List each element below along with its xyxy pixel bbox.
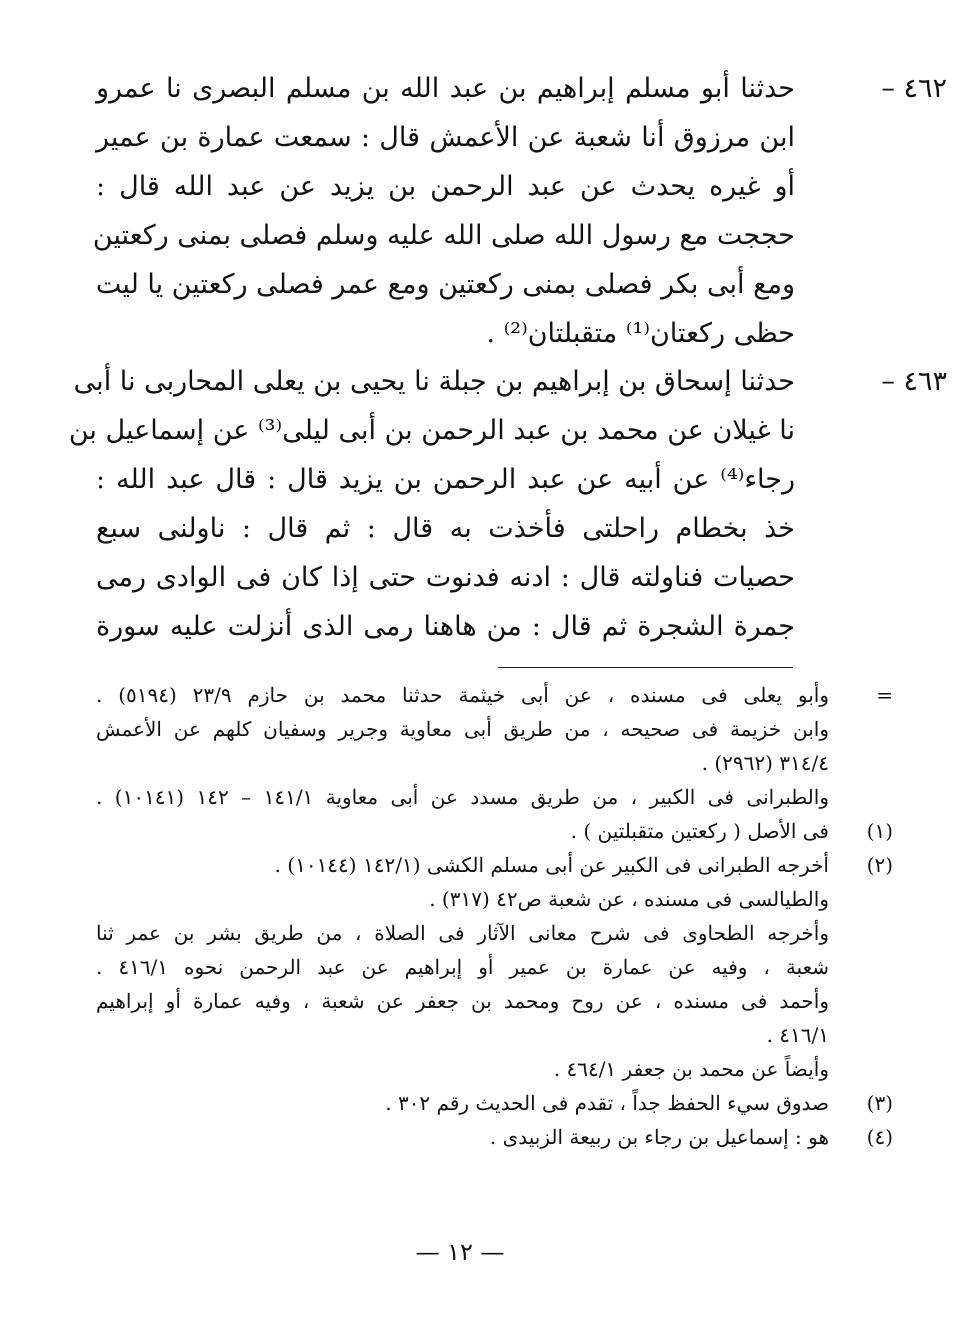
hadith-text-line: حججت مع رسول الله صلى الله عليه وسلم فصلى بمنى ركعتين — [92, 220, 795, 251]
hadith-text-line: رجاء⁽⁴⁾ عن أبيه عن عبد الرحمن بن يزيد قال : قال عبد الله : — [96, 464, 795, 495]
footnote-continuation — [96, 678, 893, 814]
footnote-line: والطيالسى فى مسنده ، عن شعبة ص٤٢ (٣١٧) . — [429, 887, 829, 911]
footnote-line: وأحمد فى مسنده ، عن روح ومحمد بن جعفر عن شعبة ، وفيه عمارة أو إبراهيم — [96, 989, 829, 1013]
footnote-separator — [498, 667, 793, 668]
hadith-text-line: ابن مرزوق أنا شعبة عن الأعمش قال : سمعت عمارة بن عمير — [96, 122, 795, 153]
hadith-number: ٤٦٣ – — [881, 366, 947, 397]
footnote-line: هو : إسماعيل بن رجاء بن ربيعة الزبيدى . — [489, 1125, 829, 1149]
footnote-2 — [96, 848, 893, 1086]
footnote-3 — [96, 1086, 893, 1120]
footnote-line: وأيضاً عن محمد بن جعفر ٤٦٤/١ . — [553, 1057, 829, 1081]
hadith-text-line: خذ بخطام راحلتى فأخذت به قال : ثم قال : ناولنى سبع — [96, 513, 795, 544]
footnote-marker: (١) — [866, 819, 893, 843]
footnote-line: ٤١٦/١ . — [766, 1023, 829, 1047]
hadith-text-line: حظى ركعتان⁽¹⁾ متقبلتان⁽²⁾ . — [486, 318, 795, 349]
footnote-line: وأخرجه الطحاوى فى شرح معانى الآثار فى الصلاة ، من طريق بشر بن عمر ثنا — [96, 921, 829, 945]
footnote-marker: (٢) — [866, 853, 893, 877]
footnote-4 — [96, 1120, 893, 1154]
footnote-marker: (٣) — [866, 1091, 893, 1115]
footnote-marker: (٤) — [866, 1125, 893, 1149]
footnote-1 — [96, 814, 893, 848]
footnote-line: ٣١٤/٤ (٢٩٦٢) . — [701, 751, 829, 775]
footnote-line: وأبو يعلى فى مسنده ، عن أبى خيثمة حدثنا محمد بن حازم ٢٣/٩ (٥١٩٤) . — [96, 683, 829, 707]
hadith-text-line: حدثنا أبو مسلم إبراهيم بن عبد الله بن مسلم البصرى نا عمرو — [96, 73, 795, 104]
hadith-text-line: حدثنا إسحاق بن إبراهيم بن جبلة نا يحيى بن يعلى المحاربى نا أبى — [73, 366, 795, 397]
hadith-text-line: جمرة الشجرة ثم قال : من هاهنا رمى الذى أنزلت عليه سورة — [96, 611, 795, 642]
footnotes — [96, 678, 893, 1154]
hadith-text-line: ومع أبى بكر فصلى بمنى ركعتين ومع عمر فصلى ركعتين يا ليت — [95, 269, 795, 300]
hadith-text-line: نا غيلان عن محمد بن عبد الرحمن بن أبى ليلى⁽³⁾ عن إسماعيل بن — [68, 415, 795, 446]
hadith-text-line: أو غيره يحدث عن عبد الرحمن بن يزيد عن عبد الله قال : — [96, 171, 795, 202]
footnote-line: وابن خزيمة فى صحيحه ، من طريق أبى معاوية وجرير وسفيان كلهم عن الأعمش — [96, 717, 829, 741]
hadith-entry — [68, 357, 947, 651]
footnote-line: فى الأصل ( ركعتين متقبلتين ) . — [570, 819, 829, 843]
hadith-number: ٤٦٢ – — [881, 73, 947, 104]
footnote-line: شعبة ، وفيه عن عمارة بن عمير أو إبراهيم عن عبد الرحمن نحوه ٤١٦/١ . — [96, 955, 829, 979]
hadith-text-line: حصيات فناولته قال : ادنه فدنوت حتى إذا كان فى الوادى رمى — [96, 562, 795, 593]
footnote-marker: = — [876, 683, 893, 707]
footnote-line: والطبرانى فى الكبير ، من طريق مسدد عن أبى معاوية ١٤١/١ – ١٤٢ (١٠١٤١) . — [96, 785, 829, 809]
page-number: — ١٢ — — [415, 1238, 505, 1266]
footnote-line: صدوق سيء الحفظ جداً ، تقدم فى الحديث رقم ٣٠٢ . — [385, 1091, 829, 1115]
hadith-entry — [92, 64, 947, 358]
footnote-line: أخرجه الطبرانى فى الكبير عن أبى مسلم الكشى (١٤٢/١ (١٠١٤٤) . — [274, 853, 829, 877]
